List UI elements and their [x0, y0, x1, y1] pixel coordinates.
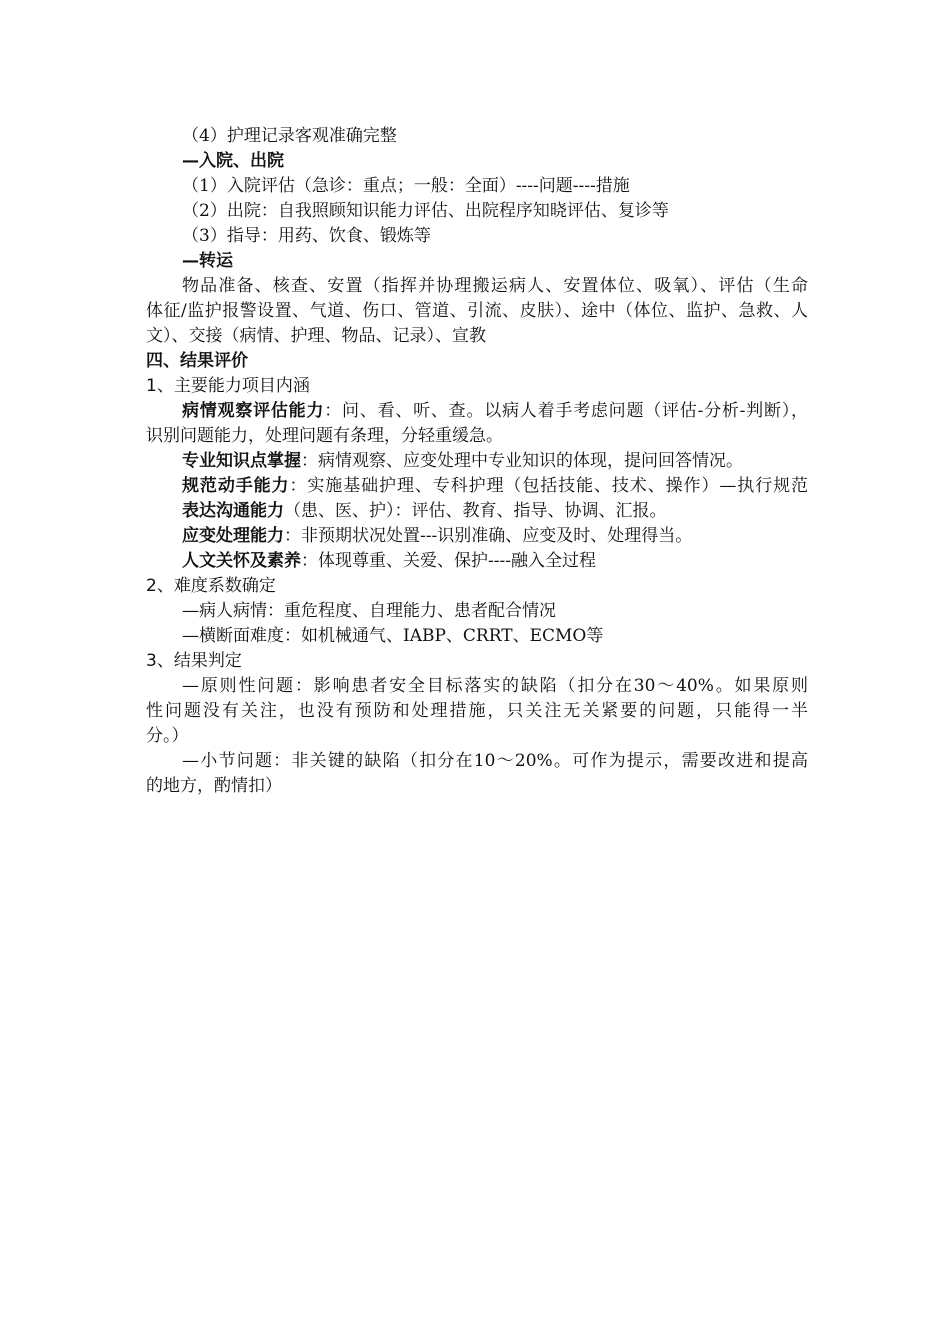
ability-text: ：实施基础护理、专科护理（包括技能、技术、操作）—执行规范	[289, 476, 808, 496]
text-line: 文）、交接（病情、护理、物品、记录）、宣教	[146, 326, 486, 346]
ability-item	[182, 524, 808, 548]
ability-item	[182, 549, 808, 573]
text-line: （1）入院评估（急诊：重点；一般：全面）----问题----措施	[182, 176, 630, 196]
ability-item	[182, 449, 808, 473]
ability-text: ：病情观察、应变处理中专业知识的体现，提问回答情况。	[301, 451, 743, 471]
text-line: 物品准备、核查、安置（指挥并协理搬运病人、安置体位、吸氧）、评估（生命	[182, 276, 808, 296]
subheading: —转运	[182, 251, 233, 271]
text-line: 分。）	[146, 726, 189, 746]
ability-item	[182, 399, 808, 423]
ability-label: 应变处理能力	[182, 526, 284, 546]
text-line: （3）指导：用药、饮食、锻炼等	[182, 226, 431, 246]
ability-label: 表达沟通能力	[182, 501, 284, 521]
section-heading: 四、结果评价	[146, 351, 248, 371]
numbered-heading: 3、结果判定	[146, 651, 242, 671]
ability-label: 病情观察评估能力	[182, 401, 325, 421]
ability-item	[182, 474, 808, 498]
text-line: （4）护理记录客观准确完整	[182, 126, 397, 146]
text-line: —小节问题：非关键的缺陷（扣分在10～20%。可作为提示，需要改进和提高	[182, 751, 808, 771]
numbered-heading: 1、主要能力项目内涵	[146, 376, 310, 396]
subheading: —入院、出院	[182, 151, 284, 171]
ability-item	[182, 499, 808, 523]
ability-text: ：体现尊重、关爱、保护----融入全过程	[301, 551, 596, 571]
numbered-heading: 2、难度系数确定	[146, 576, 276, 596]
text-line: —病人病情：重危程度、自理能力、患者配合情况	[182, 601, 556, 621]
text-line: 体征/监护报警设置、气道、伤口、管道、引流、皮肤）、途中（体位、监护、急救、人	[146, 301, 808, 321]
text-line: 性问题没有关注，也没有预防和处理措施，只关注无关紧要的问题，只能得一半	[146, 701, 808, 721]
ability-label: 人文关怀及素养	[182, 551, 301, 571]
text-line: （2）出院：自我照顾知识能力评估、出院程序知晓评估、复诊等	[182, 201, 669, 221]
text-line: 的地方，酌情扣）	[146, 776, 282, 796]
ability-text: ：问、看、听、查。以病人着手考虑问题（评估-分析-判断），	[324, 401, 808, 421]
text-line: —横断面难度：如机械通气、IABP、CRRT、ECMO等	[182, 626, 604, 646]
ability-label: 专业知识点掌握	[182, 451, 301, 471]
ability-text: （患、医、护）：评估、教育、指导、协调、汇报。	[284, 501, 667, 521]
ability-text: ：非预期状况处置---识别准确、应变及时、处理得当。	[284, 526, 693, 546]
text-line: 识别问题能力，处理问题有条理，分轻重缓急。	[146, 426, 503, 446]
text-line: —原则性问题：影响患者安全目标落实的缺陷（扣分在30～40%。如果原则	[182, 676, 808, 696]
ability-label: 规范动手能力	[182, 476, 290, 496]
